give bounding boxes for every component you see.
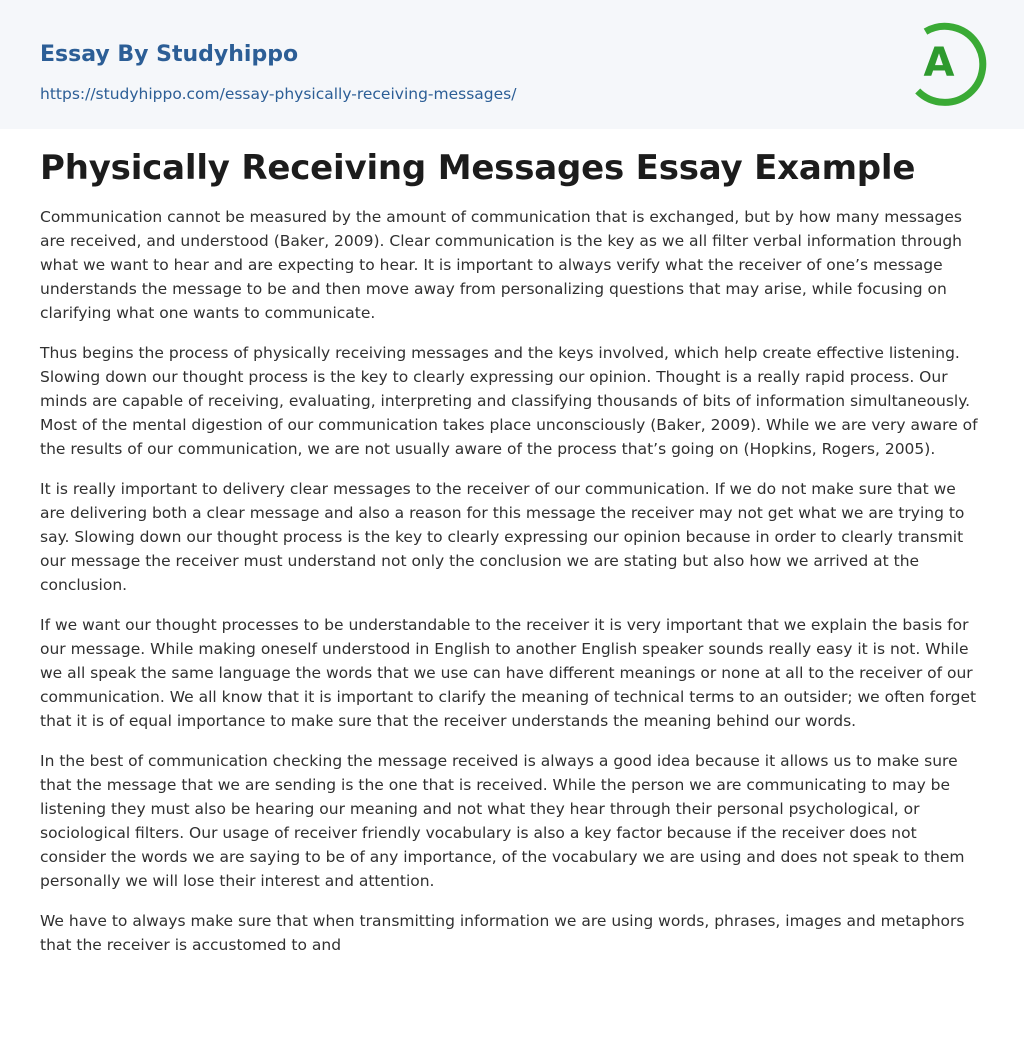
site-header xyxy=(0,0,1024,129)
paragraph-1: Communication cannot be measured by the amount of communication that is exchanged, but by how many messages are received, and understood (Baker, 2009). Clear communication is the key as we all filter verbal information through what we want to hear and are expecting to hear. It is important to always verify what the receiver of one’s message understands the message to be and then move away from personalizing questions that may arise, while focusing on clarifying what one wants to communicate. xyxy=(40,208,963,322)
paragraph-5: In the best of communication checking the message received is always a good idea because it allows us to make sure that the message that we are sending is the one that is received. While the person we are communicating to may be listening they must also be hearing our meaning and not what they hear through their personal psychological, or sociological filters. Our usage of receiver friendly vocabulary is also a key factor because if the receiver does not consider the words we are saying to be of any importance, of the vocabulary we are using and does not speak to them personally we will lose their interest and attention. xyxy=(40,752,965,890)
logo-letter: A xyxy=(923,40,955,86)
page-title: Physically Receiving Messages Essay Example xyxy=(40,148,916,188)
paragraph-3: It is really important to delivery clear messages to the receiver of our communication. If we do not make sure that we are delivering both a clear message and also a reason for this message the receiver may not get what we are trying to say. Slowing down our thought process is the key to clearly expressing our opinion because in order to clearly transmit our message the receiver must understand not only the conclusion we are stating but also how we arrived at the conclusion. xyxy=(40,480,965,594)
paragraph-6: We have to always make sure that when transmitting information we are using words, phrases, images and metaphors that the receiver is accustomed to and xyxy=(40,912,965,954)
brand-name[interactable]: Essay By Studyhippo xyxy=(40,42,299,67)
paragraph-4: If we want our thought processes to be understandable to the receiver it is very important that we explain the basis for our message. While making oneself understood in English to another English speaker sounds really easy it is not. While we all speak the same language the words that we use can have different meanings or none at all to the receiver of our communication. We all know that it is important to clarify the meaning of technical terms to an outsider; we often forget that it is of equal importance to make sure that the receiver understands the meaning behind our words. xyxy=(40,616,977,730)
studyhippo-logo-icon[interactable] xyxy=(903,18,987,106)
source-url-link[interactable]: https://studyhippo.com/essay-physically-receiving-messages/ xyxy=(40,85,517,103)
article xyxy=(40,144,984,957)
paragraph-2: Thus begins the process of physically receiving messages and the keys involved, which help create effective listening. Slowing down our thought process is the key to clearly expressing our opinion. Thought is a really rapid process. Our minds are capable of receiving, evaluating, interpreting and classifying thousands of bits of information simultaneously. Most of the mental digestion of our communication takes place unconsciously (Baker, 2009). While we are very aware of the results of our communication, we are not usually aware of the process that’s going on (Hopkins, Rogers, 2005). xyxy=(40,344,978,458)
